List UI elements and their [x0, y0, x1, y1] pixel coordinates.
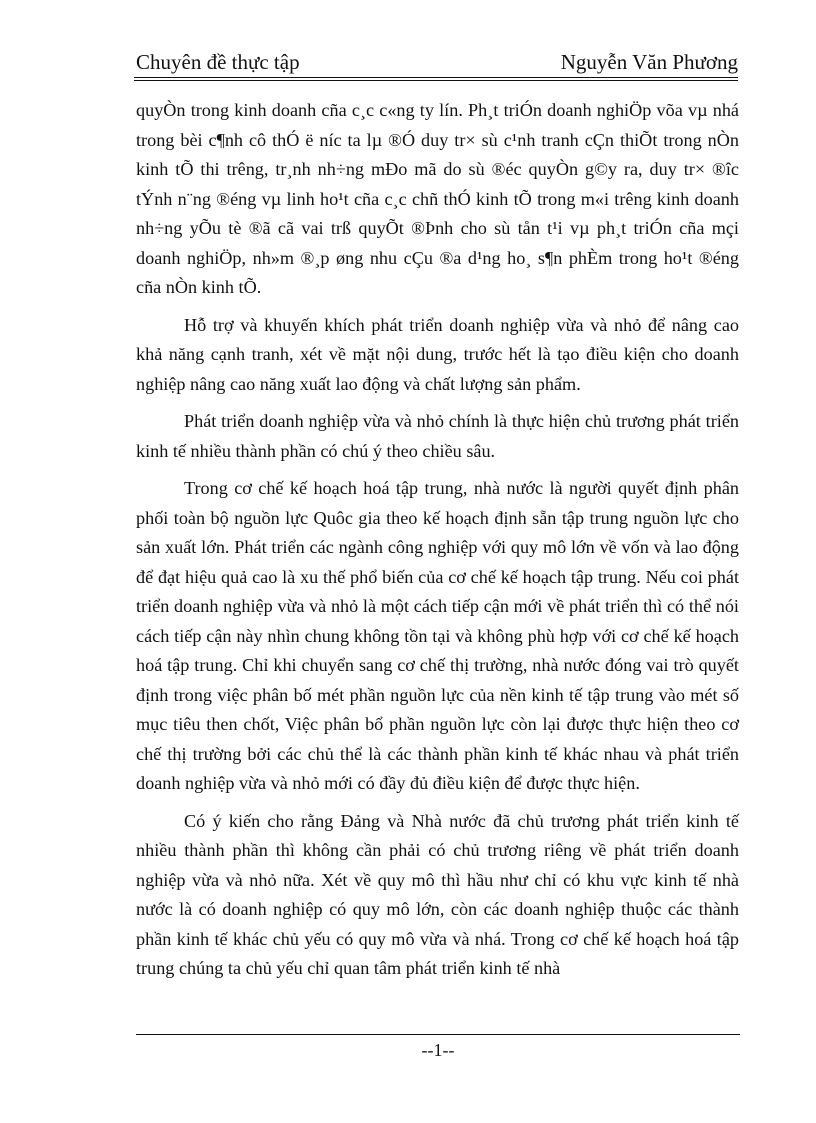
page-header [136, 48, 738, 78]
header-title: Chuyên đề thực tập [136, 50, 300, 74]
header-double-rule [134, 77, 738, 81]
footer-rule [136, 1034, 740, 1035]
header-author: Nguyễn Văn Phương [560, 50, 738, 74]
paragraph-1: quyÒn trong kinh doanh cña c¸c c«ng ty lín. Ph¸t triÓn doanh nghiÖp võa vµ nhá trong bèi c¶nh cô thÓ ë níc ta lµ ®Ó duy tr× sù c¹nh tranh cÇn thiÕt trong nÒn kinh tÕ thi trêng, tr¸nh nh÷ng mÐo mã do sù ®éc quyÒn g©y ra, duy tr× ®îc tÝnh n¨ng ®éng vµ linh ho¹t cña c¸c chñ thÓ kinh tÕ trong m«i trêng kinh doanh nh÷ng yÕu tè ®ã cã vai trß quyÕt ®Þnh cho sù tån t¹i vµ ph¸t triÓn cña mçi doanh nghiÖp, nh»m ®¸p øng nhu cÇu ®a d¹ng ho¸ s¶n phÈm trong ho¹t ®éng cña nÒn kinh tÕ. [136, 100, 739, 297]
paragraph-3: Phát triển doanh nghiệp vừa và nhỏ chính là thực hiện chủ trương phát triển kinh tế nhiều thành phần có chú ý theo chiều sâu. [136, 411, 739, 461]
page-number: --1-- [421, 1040, 455, 1060]
document-body [136, 96, 739, 984]
paragraph-4: Trong cơ chế kế hoạch hoá tập trung, nhà nước là người quyết định phân phối toàn bộ nguồn lực Quôc gia theo kế hoạch định sẵn tập trung nguồn lực cho sản xuất lớn. Phát triển các ngành công nghiệp với quy mô lớn về vốn và lao động để đạt hiệu quả cao là xu thế phổ biến của cơ chế kế hoạch tập trung. Nếu coi phát triển doanh nghiệp vừa và nhỏ là một cách tiếp cận mới về phát triển thì có thể nói cách tiếp cận này nhìn chung không tồn tại và không phù hợp với cơ chế kế hoạch hoá tập trung. Chỉ khi chuyển sang cơ chế thị trường, nhà nước đóng vai trò quyết định trong việc phân bố mét phần nguồn lực của nền kinh tế tập trung vào mét số mục tiêu then chốt, Việc phân bổ phần nguồn lực còn lại được thực hiện theo cơ chế thị trường bởi các chủ thể là các thành phần kinh tế khác nhau và phát triển doanh nghiệp vừa và nhỏ mới có đầy đủ điều kiện để được thực hiện. [136, 478, 739, 793]
paragraph-2: Hỗ trợ và khuyến khích phát triển doanh nghiệp vừa và nhỏ để nâng cao khả năng cạnh tranh, xét về mặt nội dung, trước hết là tạo điều kiện cho doanh nghiệp nâng cao năng xuất lao động và chất lượng sản phẩm. [136, 314, 739, 394]
paragraph-5: Có ý kiến cho rằng Đảng và Nhà nước đã chủ trương phát triển kinh tế nhiều thành phần thì không cần phải có chủ trương riêng về phát triển doanh nghiệp vừa và nhỏ nữa. Xét về quy mô thì hầu như chỉ có khu vực kinh tế nhà nước là có doanh nghiệp có quy mô lớn, còn các doanh nghiệp thuộc các thành phần kinh tế khác chủ yếu có quy mô vừa và nhá. Trong cơ chế kế hoạch hoá tập trung chúng ta chủ yếu chỉ quan tâm phát triển kinh tế nhà [136, 810, 739, 978]
